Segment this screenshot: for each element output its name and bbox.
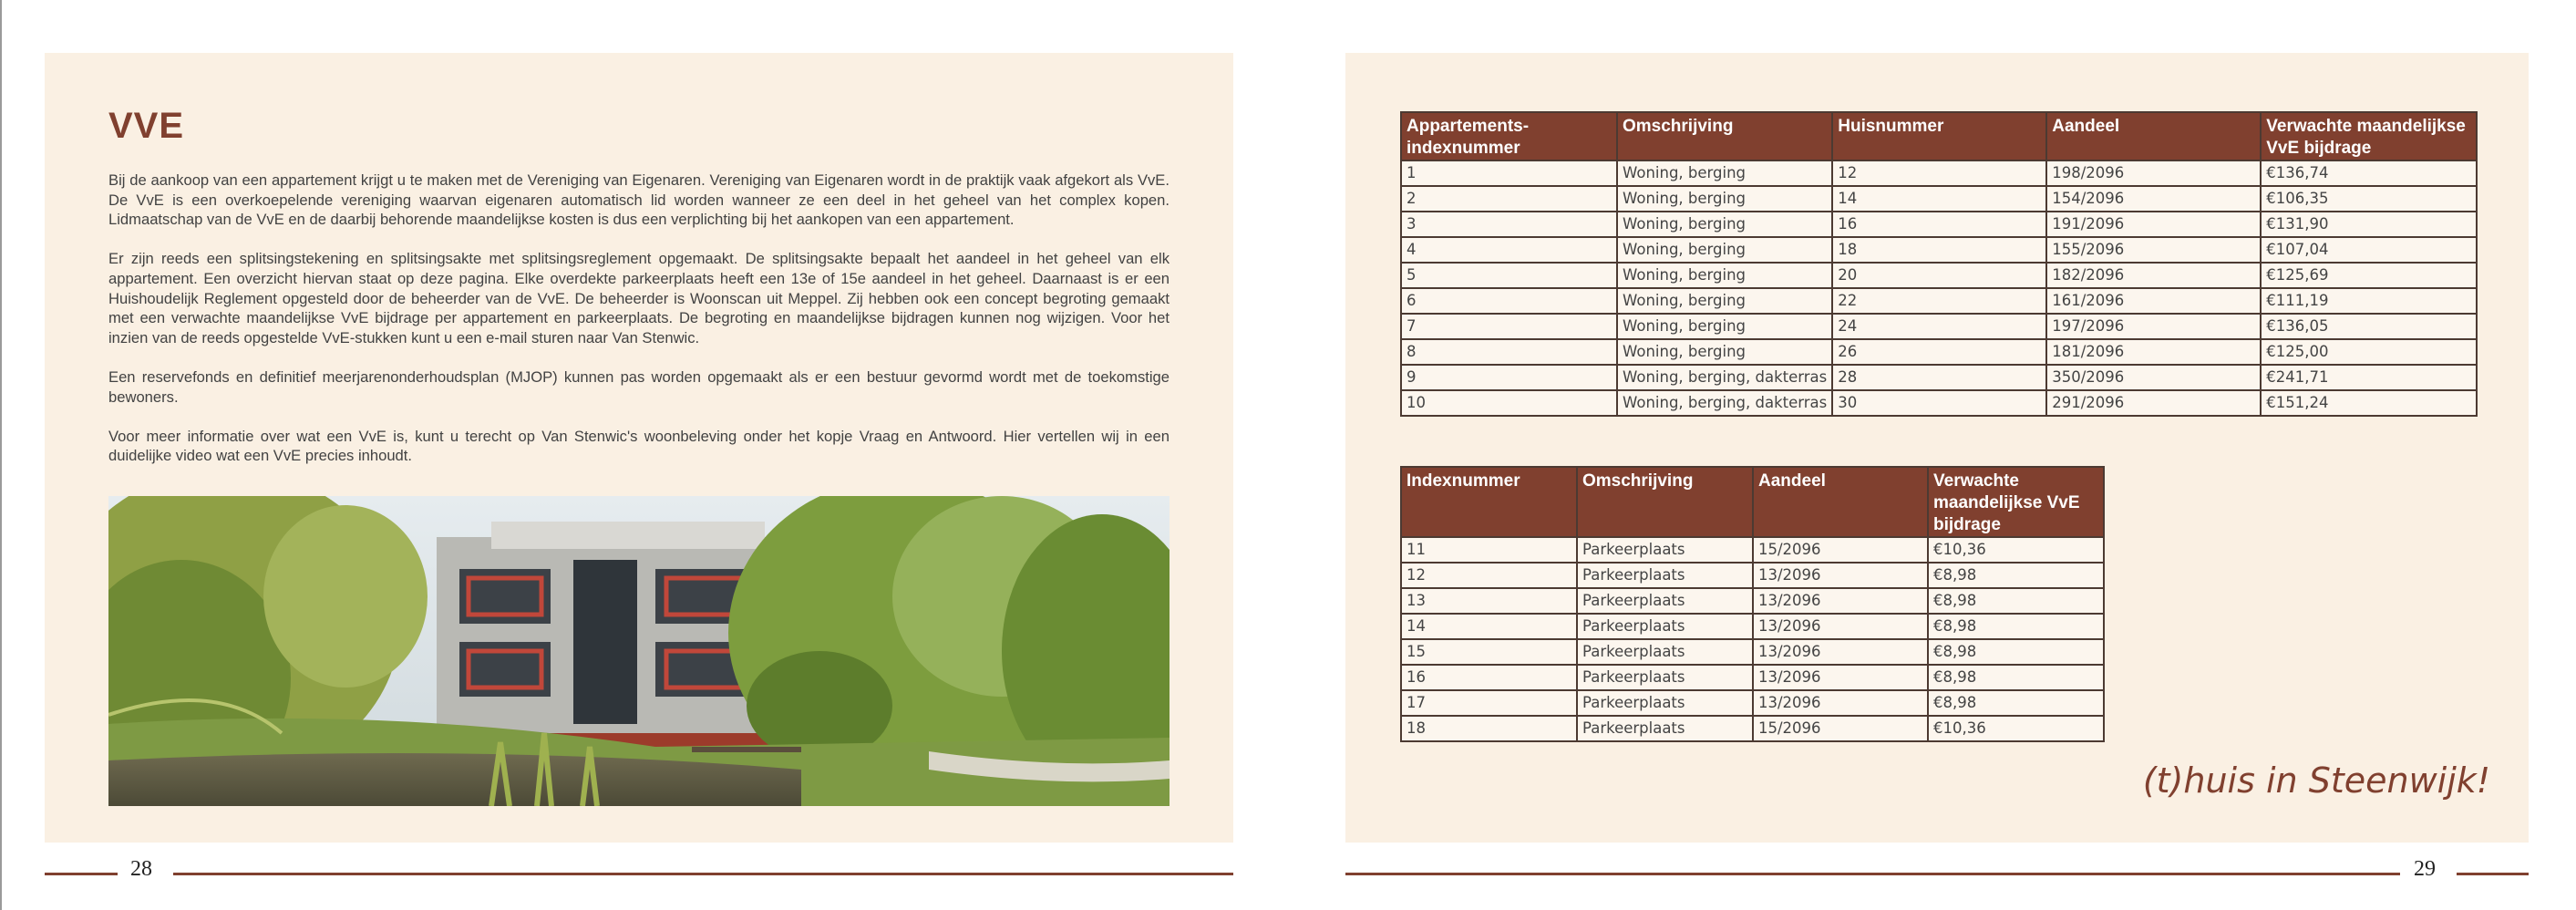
- cell-share: 181/2096: [2046, 339, 2261, 365]
- cell-index: 4: [1401, 237, 1617, 263]
- cell-house-number: 16: [1832, 212, 2046, 237]
- col-header-description: Omschrijving: [1577, 467, 1753, 537]
- paragraph-more-info: Voor meer informatie over wat een VvE is, kunt u terecht op Van Stenwic's woonbeleving onder het kopje Vraag en Antwoord. Hier vertellen wij in een duidelijke video wat een VvE precies inhoudt.: [108, 427, 1170, 465]
- cell-share: 191/2096: [2046, 212, 2261, 237]
- cell-contribution: €8,98: [1928, 665, 2104, 690]
- col-header-index: Appartements-indexnummer: [1401, 112, 1617, 160]
- right-page-panel: [1345, 53, 2529, 843]
- cell-description: Woning, berging: [1617, 160, 1832, 186]
- table-header-row: [1401, 467, 2104, 537]
- cell-house-number: 24: [1832, 314, 2046, 339]
- table-row: [1401, 716, 2104, 741]
- cell-index: 16: [1401, 665, 1577, 690]
- cell-index: 6: [1401, 288, 1617, 314]
- cell-contribution: €10,36: [1928, 537, 2104, 563]
- cell-share: 197/2096: [2046, 314, 2261, 339]
- cell-index: 8: [1401, 339, 1617, 365]
- cell-index: 15: [1401, 639, 1577, 665]
- cell-share: 350/2096: [2046, 365, 2261, 390]
- cell-description: Parkeerplaats: [1577, 665, 1753, 690]
- cell-house-number: 18: [1832, 237, 2046, 263]
- page-number-left: 28: [130, 857, 152, 881]
- cell-index: 14: [1401, 614, 1577, 639]
- paragraph-splitsing: Er zijn reeds een splitsingstekening en splitsingsakte met splitsingsreglement opgemaakt. De splitsingsakte bepaalt het aandeel in het geheel van elk appartement. Een overzicht hiervan staat op deze pagina. Elke overdekte parkeerplaats heeft een 13e of 15e aandeel in het geheel. Daarnaast is er een Huishoudelijk Reglement opgesteld door de beheerder van de VvE. De beheerder is Woonscan uit Meppel. Zij hebben ook een concept begroting gemaakt met een verwachte maandelijkse VvE bijdrage per appartement en parkeerplaats. De begroting en maandelijkse bijdragen kunnen nog wijzigen. Voor het inzien van de reeds opgestelde VvE-stukken kunt u een e-mail sturen naar Van Stenwic.: [108, 250, 1170, 346]
- table-row: [1401, 537, 2104, 563]
- table-row: [1401, 186, 2477, 212]
- table-row: [1401, 588, 2104, 614]
- footer-rule-left-a: [45, 873, 118, 875]
- cell-description: Woning, berging: [1617, 263, 1832, 288]
- building-photo-illustration: [108, 496, 1170, 806]
- page-edge: [0, 0, 2, 910]
- table-row: [1401, 314, 2477, 339]
- cell-share: 13/2096: [1753, 665, 1928, 690]
- cell-share: 198/2096: [2046, 160, 2261, 186]
- cell-description: Woning, berging: [1617, 186, 1832, 212]
- cell-contribution: €107,04: [2261, 237, 2477, 263]
- cell-contribution: €106,35: [2261, 186, 2477, 212]
- footer-rule-right-a: [1345, 873, 2400, 875]
- cell-index: 1: [1401, 160, 1617, 186]
- cell-description: Woning, berging: [1617, 339, 1832, 365]
- cell-contribution: €136,05: [2261, 314, 2477, 339]
- cell-description: Woning, berging, dakterras: [1617, 390, 1832, 416]
- col-header-share: Aandeel: [1753, 467, 1928, 537]
- cell-contribution: €131,90: [2261, 212, 2477, 237]
- cell-index: 17: [1401, 690, 1577, 716]
- cell-description: Woning, berging: [1617, 212, 1832, 237]
- paragraph-reservefonds: Een reservefonds en definitief meerjarenonderhoudsplan (MJOP) kunnen pas worden opgemaakt als er een bestuur gevormd wordt met de toekomstige bewoners.: [108, 367, 1170, 406]
- cell-share: 13/2096: [1753, 614, 1928, 639]
- table-row: [1401, 563, 2104, 588]
- cell-house-number: 26: [1832, 339, 2046, 365]
- col-header-contribution: Verwachte maandelijkse VvE bijdrage: [2261, 112, 2477, 160]
- table-row: [1401, 365, 2477, 390]
- parking-table-body: [1401, 537, 2104, 741]
- cell-contribution: €136,74: [2261, 160, 2477, 186]
- cell-contribution: €8,98: [1928, 690, 2104, 716]
- slogan: (t)huis in Steenwijk!: [2142, 760, 2490, 801]
- apartments-table: [1400, 111, 2478, 417]
- table-row: [1401, 288, 2477, 314]
- cell-index: 3: [1401, 212, 1617, 237]
- cell-house-number: 20: [1832, 263, 2046, 288]
- cell-share: 15/2096: [1753, 537, 1928, 563]
- cell-index: 10: [1401, 390, 1617, 416]
- cell-description: Woning, berging, dakterras: [1617, 365, 1832, 390]
- table-row: [1401, 339, 2477, 365]
- cell-house-number: 12: [1832, 160, 2046, 186]
- cell-share: 13/2096: [1753, 588, 1928, 614]
- cell-description: Parkeerplaats: [1577, 690, 1753, 716]
- cell-contribution: €8,98: [1928, 614, 2104, 639]
- col-header-index: Indexnummer: [1401, 467, 1577, 537]
- table-row: [1401, 263, 2477, 288]
- cell-index: 11: [1401, 537, 1577, 563]
- cell-description: Parkeerplaats: [1577, 614, 1753, 639]
- cell-description: Parkeerplaats: [1577, 716, 1753, 741]
- cell-contribution: €10,36: [1928, 716, 2104, 741]
- building-photo: [108, 496, 1170, 806]
- table-header-row: [1401, 112, 2477, 160]
- col-header-house-number: Huisnummer: [1832, 112, 2046, 160]
- table-row: [1401, 614, 2104, 639]
- cell-description: Woning, berging: [1617, 288, 1832, 314]
- cell-index: 9: [1401, 365, 1617, 390]
- cell-description: Parkeerplaats: [1577, 537, 1753, 563]
- page-number-right: 29: [2414, 857, 2436, 881]
- cell-share: 13/2096: [1753, 563, 1928, 588]
- cell-contribution: €111,19: [2261, 288, 2477, 314]
- cell-share: 15/2096: [1753, 716, 1928, 741]
- cell-contribution: €151,24: [2261, 390, 2477, 416]
- page-title: VVE: [108, 106, 185, 146]
- cell-house-number: 30: [1832, 390, 2046, 416]
- table-row: [1401, 690, 2104, 716]
- left-page-panel: [45, 53, 1233, 843]
- table-row: [1401, 237, 2477, 263]
- col-header-description: Omschrijving: [1617, 112, 1832, 160]
- cell-index: 13: [1401, 588, 1577, 614]
- col-header-contribution: Verwachte maandelijkse VvE bijdrage: [1928, 467, 2104, 537]
- cell-house-number: 14: [1832, 186, 2046, 212]
- cell-index: 7: [1401, 314, 1617, 339]
- cell-share: 182/2096: [2046, 263, 2261, 288]
- apartments-table-body: [1401, 160, 2477, 416]
- cell-description: Parkeerplaats: [1577, 588, 1753, 614]
- col-header-share: Aandeel: [2046, 112, 2261, 160]
- cell-description: Woning, berging: [1617, 237, 1832, 263]
- cell-house-number: 22: [1832, 288, 2046, 314]
- footer-rule-left-b: [173, 873, 1233, 875]
- table-row: [1401, 665, 2104, 690]
- footer-rule-right-b: [2457, 873, 2529, 875]
- cell-description: Parkeerplaats: [1577, 563, 1753, 588]
- parking-table: [1400, 466, 2105, 742]
- table-row: [1401, 160, 2477, 186]
- cell-contribution: €8,98: [1928, 588, 2104, 614]
- cell-contribution: €241,71: [2261, 365, 2477, 390]
- cell-description: Parkeerplaats: [1577, 639, 1753, 665]
- cell-share: 13/2096: [1753, 639, 1928, 665]
- cell-share: 154/2096: [2046, 186, 2261, 212]
- cell-contribution: €8,98: [1928, 563, 2104, 588]
- cell-share: 161/2096: [2046, 288, 2261, 314]
- cell-index: 2: [1401, 186, 1617, 212]
- cell-share: 291/2096: [2046, 390, 2261, 416]
- body-text: [108, 171, 1170, 486]
- cell-share: 13/2096: [1753, 690, 1928, 716]
- table-row: [1401, 639, 2104, 665]
- cell-house-number: 28: [1832, 365, 2046, 390]
- paragraph-intro: Bij de aankoop van een appartement krijgt u te maken met de Vereniging van Eigenaren. Vereniging van Eigenaren wordt in de praktijk vaak afgekort als VvE. De VvE is een overkoepelende vereniging waarvan eigenaren automatisch lid worden wanneer ze een deel in het geheel van het complex kopen. Lidmaatschap van de VvE en de daarbij behorende maandelijkse kosten is dus een verplichting bij het aankopen van een appartement.: [108, 171, 1170, 229]
- cell-index: 12: [1401, 563, 1577, 588]
- cell-index: 5: [1401, 263, 1617, 288]
- cell-contribution: €125,00: [2261, 339, 2477, 365]
- cell-contribution: €8,98: [1928, 639, 2104, 665]
- cell-share: 155/2096: [2046, 237, 2261, 263]
- cell-index: 18: [1401, 716, 1577, 741]
- table-row: [1401, 212, 2477, 237]
- table-row: [1401, 390, 2477, 416]
- cell-description: Woning, berging: [1617, 314, 1832, 339]
- cell-contribution: €125,69: [2261, 263, 2477, 288]
